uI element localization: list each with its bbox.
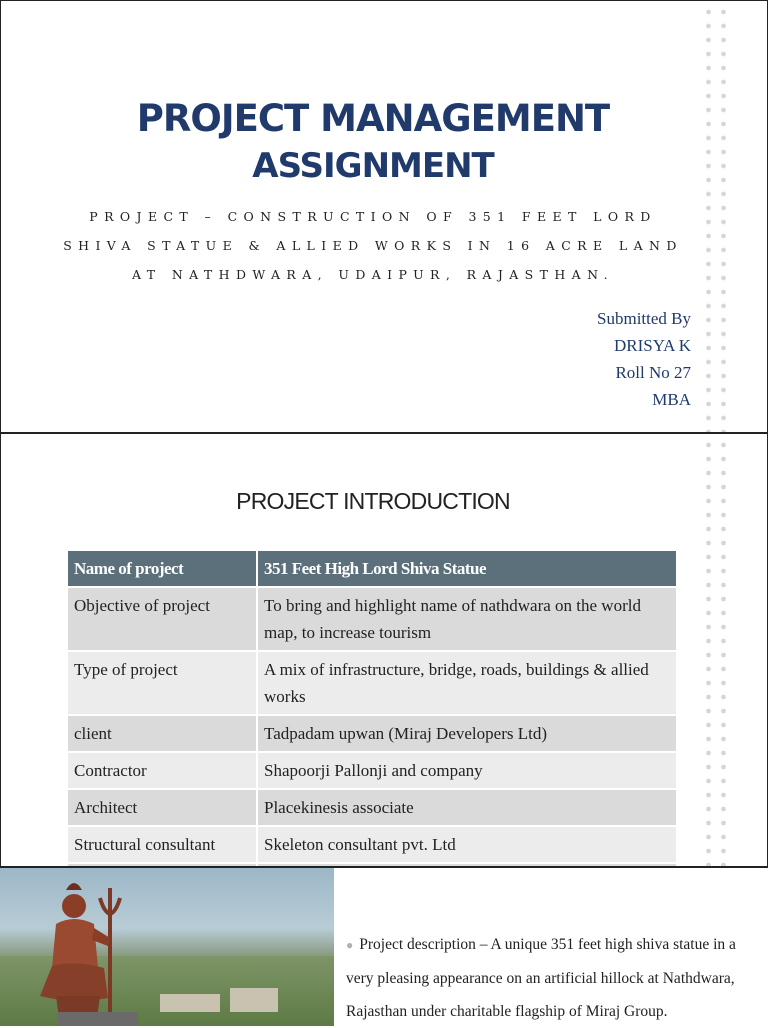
project-info-table [68, 551, 676, 901]
table-row [68, 551, 676, 587]
statue-figure [0, 868, 334, 1026]
table-row [68, 826, 676, 863]
project-description-bullet [346, 928, 736, 1028]
section-title: PROJECT INTRODUCTION [236, 488, 510, 514]
table-row [68, 587, 676, 651]
program-name: MBA [652, 390, 691, 409]
slide-title-line-2: ASSIGNMENT [252, 146, 494, 186]
title-slide [0, 0, 768, 433]
table-row [68, 651, 676, 715]
submitted-by-block [597, 305, 691, 413]
table-cell-value: 351 Feet High Lord Shiva Statue [257, 551, 676, 587]
table-cell-label: Name of project [68, 551, 257, 587]
table-cell-label: Structural consultant [68, 826, 257, 863]
submitted-by-label: Submitted By [597, 309, 691, 328]
table-cell-value: Placekinesis associate [257, 789, 676, 826]
description-slide [0, 866, 768, 1024]
slide-title-line-1: PROJECT MANAGEMENT [136, 97, 610, 140]
student-name: DRISYA K [614, 336, 691, 355]
table-cell-label: Objective of project [68, 587, 257, 651]
table-cell-value: Shapoorji Pallonji and company [257, 752, 676, 789]
table-cell-label: Architect [68, 789, 257, 826]
table-row [68, 715, 676, 752]
bullet-icon: ● [346, 938, 354, 952]
project-subtitle [1, 202, 745, 289]
table-row [68, 752, 676, 789]
table-cell-label: Contractor [68, 752, 257, 789]
subtitle-line: PROJECT – CONSTRUCTION OF 351 FEET LORD [89, 209, 657, 224]
table-cell-label: client [68, 715, 257, 752]
table-cell-value: Skeleton consultant pvt. Ltd [257, 826, 676, 863]
shiva-statue-photo [0, 868, 334, 1026]
roll-number: Roll No 27 [615, 363, 691, 382]
introduction-slide [0, 433, 768, 867]
subtitle-line: SHIVA STATUE & ALLIED WORKS IN 16 ACRE LAND [63, 238, 683, 253]
table-cell-value: A mix of infrastructure, bridge, roads, buildings & allied works [257, 651, 676, 715]
table-row [68, 789, 676, 826]
subtitle-line: AT NATHDWARA, UDAIPUR, RAJASTHAN. [131, 267, 615, 282]
table-cell-value: To bring and highlight name of nathdwara on the world map, to increase tourism [257, 587, 676, 651]
description-text: Project description – A unique 351 feet high shiva statue in a very pleasing appearance on an artificial hillock at Nathdwara, Rajasthan under charitable flagship of Miraj Group. [346, 936, 736, 1020]
table-cell-value: Tadpadam upwan (Miraj Developers Ltd) [257, 715, 676, 752]
table-cell-label: Type of project [68, 651, 257, 715]
